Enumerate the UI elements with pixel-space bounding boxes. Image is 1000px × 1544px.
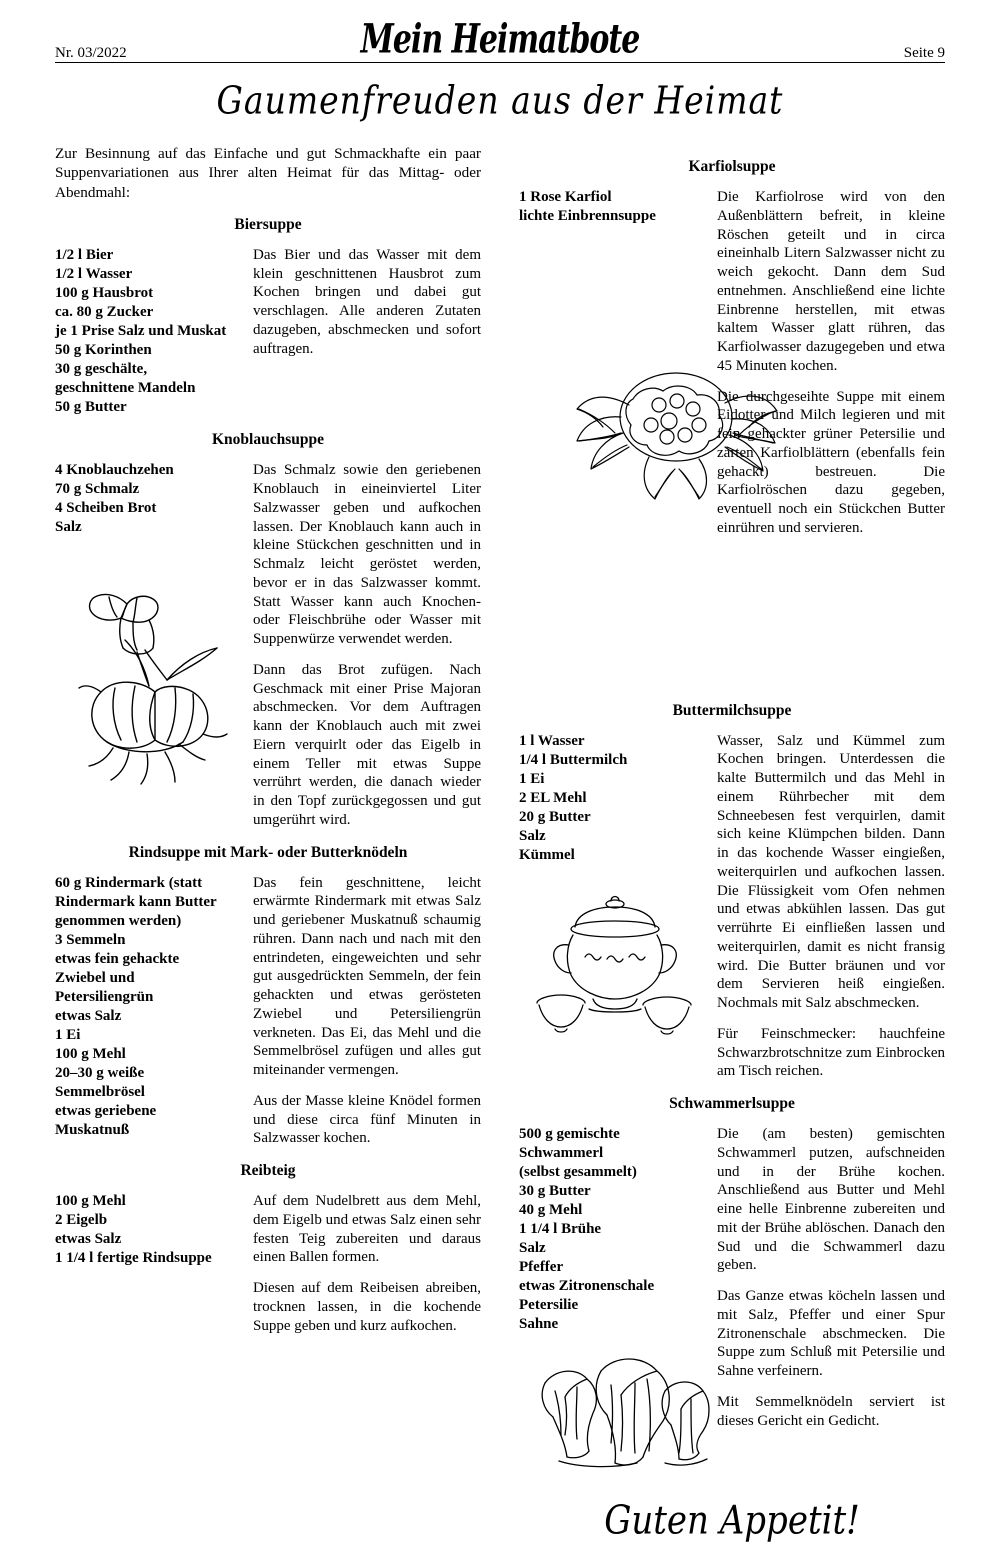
method-paragraph: Wasser, Salz und Kümmel zum Kochen bringen. Unterdessen die kalte Buttermilch und das Mehl in einem Rührbecher mit dem Schneebesen fest verquirlen, damit sich keine Klümpchen bilden. Dann in das kochende Wasser eingießen, weiterquirlen und aufkochen lassen. Die Flüssigkeit vom Ofen nehmen und etwas abkühlen lassen. Das gut verrührte Ei einfließen lassen und weiterquirlen, damit es nicht fransig wird. Die Butter bräunen und vor dem Servieren heiß eingießen. Nochmals mit Salz abschmecken.: [717, 732, 945, 1011]
method-schwammerlsuppe: [717, 1125, 945, 1430]
method-rindsuppe: [253, 874, 481, 1149]
recipe-title-buttermilchsuppe: Buttermilchsuppe: [672, 701, 792, 719]
ingredient-item: Salz: [519, 827, 546, 844]
method-knoblauchsuppe: [253, 461, 481, 829]
ingredient-item: Petersiliengrün: [55, 988, 154, 1005]
ingredient-item: 100 g Mehl: [55, 1045, 126, 1062]
method-reibteig: [253, 1192, 481, 1335]
ingredient-item: etwas Salz: [55, 1231, 122, 1248]
ingredient-item: 1/2 l Bier: [55, 246, 114, 263]
ingredient-item: 30 g geschälte,: [55, 361, 148, 378]
page-number: Seite 9: [903, 45, 945, 61]
issue-number: Nr. 03/2022: [55, 45, 127, 61]
method-paragraph: Auf dem Nudelbrett aus dem Mehl, dem Eigelb und etwas Salz einen sehr festen Teig zubereiten und daraus einen Ballen formen.: [253, 1193, 481, 1266]
ingredients-reibteig: [55, 1192, 235, 1268]
right-column: [519, 144, 945, 1544]
left-column: [55, 144, 481, 1541]
ingredient-item: Zwiebel und: [55, 969, 135, 986]
ingredient-item: 4 Knoblauchzehen: [55, 462, 174, 479]
ingredient-item: 1 Rose Karfiol: [519, 189, 612, 205]
ingredient-item: Muskatnuß: [55, 1122, 130, 1139]
mushrooms-illustration: [515, 1347, 699, 1483]
ingredient-item: geschnittene Mandeln: [55, 380, 196, 397]
ingredient-item: 50 g Korinthen: [55, 342, 152, 359]
ingredients-karfiolsuppe: [519, 188, 699, 226]
ingredient-item: lichte Einbrennsuppe: [519, 208, 656, 225]
recipe-schwammerlsuppe: [519, 1125, 945, 1483]
method-paragraph: Mit Semmelknödeln serviert ist dieses Gericht ein Gedicht.: [717, 1393, 945, 1429]
ingredient-item: 3 Semmeln: [55, 931, 126, 948]
ingredient-item: 20 g Butter: [519, 808, 591, 825]
ingredients-biersuppe: [55, 246, 235, 417]
ingredient-item: Petersilie: [519, 1297, 579, 1314]
recipe-title-rindsuppe: Rindsuppe mit Mark- oder Butterknödeln: [128, 843, 408, 861]
ingredient-item: 50 g Butter: [55, 399, 127, 416]
ingredient-item: 1 Ei: [55, 1026, 81, 1043]
ingredient-item: 2 Eigelb: [55, 1212, 108, 1229]
ingredient-item: je 1 Prise Salz und Muskat: [55, 323, 227, 340]
method-paragraph: Diesen auf dem Reibeisen abreiben, trocknen lassen, in die kochende Suppe geben und kurz aufkochen.: [253, 1280, 481, 1334]
method-biersuppe: [253, 246, 481, 359]
ingredient-item: 1/4 l Buttermilch: [519, 751, 628, 768]
newspaper-title: Mein Heimatbote: [360, 15, 640, 64]
ingredient-item: etwas Zitronenschale: [519, 1278, 655, 1295]
method-paragraph: Die durchgeseihte Suppe mit einem Eidotter und Milch legieren und mit fein gehackter grüner Petersilie und zarten Karfiolblättern (ebenfalls fein gehackt) bestreuen. Die Karfiolröschen dazu gegeben, eventuell noch ein Stückchen Butter einrühren und servieren.: [717, 388, 945, 536]
method-buttermilchsuppe: [717, 732, 945, 1082]
ingredient-item: etwas fein gehackte: [55, 950, 180, 967]
ingredient-item: 2 EL Mehl: [519, 789, 587, 806]
method-paragraph: Das fein geschnittene, leicht erwärmte Rindermark mit etwas Salz und geriebener Muskatnuß schaumig rühren. Dann nach und nach mit den entrindeten, eingeweichten und sehr gut ausgedrückten Semmeln, der fein gehackten und etwas gerösteten Zwiebel und Petersiliengrün verkneten. Das Ei, das Mehl und die Semmelbrösel zufügen und alles gut miteinander vermengen.: [253, 874, 481, 1079]
ingredients-rindsuppe: [55, 874, 235, 1141]
ingredient-item: 100 g Hausbrot: [55, 284, 154, 301]
ingredient-item: etwas Salz: [55, 1007, 122, 1024]
ingredient-item: 1 l Wasser: [519, 732, 585, 749]
ingredient-item: 1 1/4 l fertige Rindsuppe: [55, 1250, 212, 1267]
ingredient-item: Schwammerl: [519, 1145, 604, 1162]
ingredient-item: etwas geriebene: [55, 1103, 157, 1120]
recipe-title-karfiolsuppe: Karfiolsuppe: [688, 158, 776, 175]
masthead: [0, 0, 1000, 62]
ingredient-item: 1 Ei: [519, 770, 545, 787]
ingredient-item: 500 g gemischte: [519, 1126, 620, 1142]
method-paragraph: Für Feinschmecker: hauchfeine Schwarzbrotschnitze zum Einbrocken am Tisch reichen.: [717, 1025, 945, 1080]
ingredient-item: ca. 80 g Zucker: [55, 304, 154, 321]
ingredient-item: 40 g Mehl: [519, 1202, 583, 1219]
ingredient-item: Kümmel: [519, 846, 575, 863]
method-paragraph: Dann das Brot zufügen. Nach Geschmack mit einer Prise Majoran abschmecken. Vor dem Auftragen kann der Knoblauch auch mit zwei Eiern verquirlt oder das Eigelb in einem Teller mit etwas Suppe verrührt werden, die danach wieder in den Topf zurückgegossen und gut umgerührt wird.: [253, 661, 481, 828]
ingredient-item: 4 Scheiben Brot: [55, 500, 157, 517]
recipe-biersuppe: [55, 246, 481, 417]
cauliflower-illustration: [559, 339, 789, 524]
recipe-title-reibteig: Reibteig: [240, 1162, 296, 1180]
ingredient-item: 70 g Schmalz: [55, 481, 140, 498]
garlic-bulb-illustration: [55, 552, 245, 792]
recipe-title-knoblauchsuppe: Knoblauchsuppe: [212, 431, 324, 449]
recipe-title-schwammerlsuppe: Schwammerlsuppe: [669, 1095, 795, 1112]
ingredient-item: 1/2 l Wasser: [55, 265, 133, 282]
ingredient-item: Semmelbrösel: [55, 1084, 145, 1101]
soup-tureen-illustration: [519, 887, 699, 1053]
method-paragraph: Das Ganze etwas köcheln lassen und mit Salz, Pfeffer und einer Spur Zitronenschale abschmecken. Die Suppe zum Schluß mit Petersilie und Sahne verfeinern.: [717, 1288, 945, 1379]
method-paragraph: Die Karfiolrose wird von den Außenblättern befreit, in kleine Röschen geteilt und in circa eineinhalb Litern Salzwasser nicht zu weich gekocht. Dann dem Sud entnehmen. Anschließend eine lichte Einbrenne herstellen, mit etwas kaltem Wasser glatt rühren, das Karfiolwasser dazugegeben und etwa 45 Minuten kochen.: [717, 189, 945, 374]
ingredient-item: 30 g Butter: [519, 1183, 591, 1200]
recipe-rindsuppe: [55, 874, 481, 1149]
ingredient-item: (selbst gesammelt): [519, 1164, 637, 1181]
closing-greeting: Guten Appetit!: [604, 1497, 860, 1544]
page-title: Gaumenfreuden aus der Heimat: [216, 78, 784, 123]
ingredient-item: Pfeffer: [519, 1259, 564, 1276]
ingredients-knoblauchsuppe: [55, 461, 235, 791]
method-paragraph: Aus der Masse kleine Knödel formen und diese circa fünf Minuten in Salzwasser kochen.: [253, 1092, 481, 1147]
ingredient-item: 100 g Mehl: [55, 1193, 126, 1210]
recipe-title-biersuppe: Biersuppe: [234, 215, 302, 233]
ingredient-item: Rindermark kann Butter: [55, 893, 217, 910]
method-paragraph: Die (am besten) gemischten Schwammerl putzen, aufschneiden und in der Brühe kochen. Anschließend aus Butter und Mehl eine helle Einbrenne zubereiten und mit der Brühe ablöschen. Danach den Sud und die Schwammerl dazu geben.: [717, 1126, 945, 1274]
ingredient-item: 60 g Rindermark (statt: [55, 874, 203, 891]
ingredient-item: genommen werden): [55, 912, 182, 929]
recipe-buttermilchsuppe: [519, 732, 945, 1082]
ingredient-item: Salz: [55, 519, 82, 536]
method-paragraph: Das Schmalz sowie den geriebenen Knoblauch in eineinviertel Liter Salzwasser geben und aufkochen lassen. Der Knoblauch kann auch in kleine Stückchen geschnitten und in Schmalz leicht geröstet werden, bevor er in das Salzwasser kommt. Statt Wasser kann auch Knochen- oder Fleischbrühe oder Wasser mit Suppenwürze verwendet werden.: [253, 462, 481, 648]
ingredient-item: Sahne: [519, 1316, 559, 1333]
ingredient-item: 20–30 g weiße: [55, 1065, 145, 1082]
ingredient-item: 1 1/4 l Brühe: [519, 1221, 602, 1238]
ingredients-schwammerlsuppe: [519, 1125, 699, 1483]
article-columns: [0, 134, 1000, 1544]
recipe-reibteig: [55, 1192, 481, 1335]
recipe-knoblauchsuppe: [55, 461, 481, 829]
intro-paragraph: Zur Besinnung auf das Einfache und gut Schmackhafte ein paar Suppenvariationen aus Ihrer alten Heimat für das Mittag- oder Abendmahl:: [55, 145, 481, 201]
method-paragraph: Das Bier und das Wasser mit dem klein geschnittenen Hausbrot zum Kochen bringen und dabei gut verschlagen. Alle anderen Zutaten dazugeben, abschmecken und sofort auftragen.: [253, 246, 481, 357]
ingredients-buttermilchsuppe: [519, 732, 699, 1053]
ingredient-item: Salz: [519, 1240, 546, 1257]
